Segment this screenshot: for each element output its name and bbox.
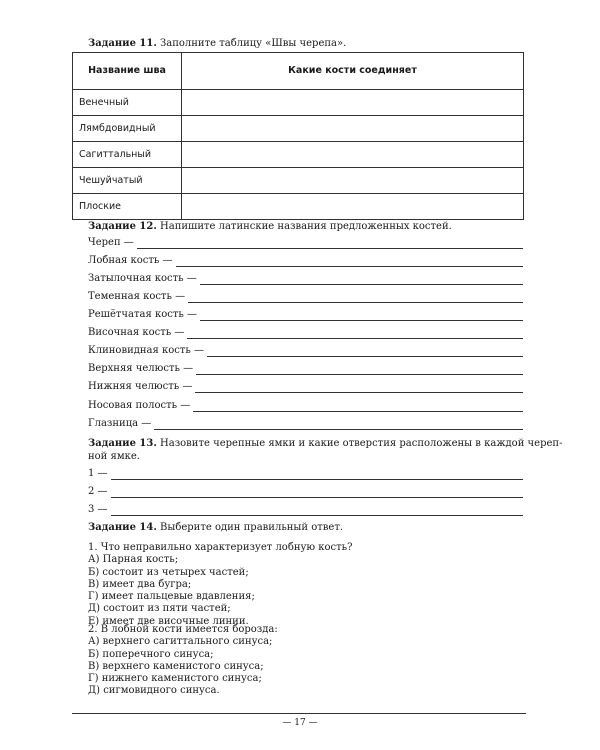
question-1-text: 1. Что неправильно характеризует лобную кость? — [88, 542, 353, 553]
latin-name-row — [88, 416, 523, 430]
task-13-text-line1: Назовите черепные ямки и какие отверстия расположены в каждой череп- — [160, 438, 563, 449]
table-row — [73, 90, 524, 116]
answer-option[interactable]: В) имеет два бугра; — [88, 578, 192, 590]
latin-name-row — [88, 325, 523, 339]
bone-label: Носовая полость — — [88, 399, 191, 411]
task-12-text: Напишите латинские названия предложенных костей. — [160, 221, 452, 232]
answer-line[interactable] — [200, 275, 523, 285]
bone-label: Затылочная кость — — [88, 272, 197, 284]
answer-line[interactable] — [193, 402, 523, 412]
answer-option[interactable]: Б) состоит из четырех частей; — [88, 566, 249, 578]
question-1 — [88, 542, 523, 628]
fossa-row — [88, 484, 523, 498]
task-13-title — [88, 438, 563, 463]
table-row — [73, 168, 524, 194]
bone-label: Височная кость — — [88, 326, 185, 338]
answer-option[interactable]: Б) поперечного синуса; — [88, 648, 214, 660]
bone-label: Решётчатая кость — — [88, 308, 197, 320]
latin-name-row — [88, 271, 523, 285]
bone-label: Теменная кость — — [88, 290, 186, 302]
suture-name-cell: Плоские — [73, 194, 182, 220]
answer-line[interactable] — [111, 470, 523, 480]
answer-cell[interactable] — [182, 116, 524, 142]
bone-label: Нижняя челюсть — — [88, 380, 193, 392]
fossa-label: 3 — — [88, 503, 108, 515]
answer-line[interactable] — [111, 488, 523, 498]
answer-cell[interactable] — [182, 142, 524, 168]
question-2 — [88, 624, 523, 698]
bone-label: Клиновидная кость — — [88, 344, 205, 356]
task-11-number: Задание 11. — [88, 38, 157, 49]
answer-option[interactable]: Е) имеет две височные линии. — [88, 615, 249, 627]
suture-name-cell: Чешуйчатый — [73, 168, 182, 194]
answer-option[interactable]: В) верхнего каменистого синуса; — [88, 660, 264, 672]
table-row — [73, 194, 524, 220]
answer-line[interactable] — [195, 383, 523, 393]
task-12-number: Задание 12. — [88, 221, 157, 232]
suture-name-cell: Венечный — [73, 90, 182, 116]
task-11-title — [88, 38, 346, 51]
table-row — [73, 142, 524, 168]
sutures-table — [72, 52, 524, 220]
table-header-row — [73, 53, 524, 90]
answer-cell[interactable] — [182, 90, 524, 116]
task-14-title — [88, 522, 343, 535]
answer-line[interactable] — [188, 293, 523, 303]
header-bones-joined: Какие кости соединяет — [182, 53, 524, 90]
task-14-text: Выберите один правильный ответ. — [160, 522, 344, 533]
suture-name-cell: Сагиттальный — [73, 142, 182, 168]
bone-label: Верхняя челюсть — — [88, 362, 194, 374]
answer-option[interactable]: Д) состоит из пяти частей; — [88, 603, 231, 615]
task-12-title — [88, 221, 452, 234]
answer-line[interactable] — [200, 311, 523, 321]
bone-label: Лобная кость — — [88, 254, 173, 266]
bone-label: Череп — — [88, 236, 134, 248]
page-number: — 17 — — [282, 718, 318, 728]
question-2-text: 2. В лобной кости имеется борозда: — [88, 624, 278, 635]
answer-line[interactable] — [187, 329, 523, 339]
header-suture-name: Название шва — [73, 53, 182, 90]
latin-name-row — [88, 289, 523, 303]
answer-line[interactable] — [207, 347, 523, 357]
task-13-number: Задание 13. — [88, 438, 157, 449]
table-row — [73, 116, 524, 142]
latin-name-row — [88, 253, 523, 267]
answer-option[interactable]: А) Парная кость; — [88, 554, 179, 566]
answer-option[interactable]: Г) имеет пальцевые вдавления; — [88, 591, 255, 603]
answer-line[interactable] — [154, 420, 523, 430]
answer-line[interactable] — [111, 506, 523, 516]
answer-option[interactable]: Г) нижнего каменистого синуса; — [88, 673, 262, 685]
fossa-label: 2 — — [88, 485, 108, 497]
latin-name-row — [88, 307, 523, 321]
fossa-label: 1 — — [88, 467, 108, 479]
task-13-text-line2: ной ямке. — [88, 450, 140, 462]
fossa-row — [88, 466, 523, 480]
latin-name-row — [88, 343, 523, 357]
latin-name-row — [88, 361, 523, 375]
fossa-row — [88, 502, 523, 516]
latin-name-row — [88, 379, 523, 393]
answer-option[interactable]: А) верхнего сагиттального синуса; — [88, 636, 273, 648]
answer-cell[interactable] — [182, 194, 524, 220]
answer-line[interactable] — [196, 365, 523, 375]
answer-cell[interactable] — [182, 168, 524, 194]
answer-option[interactable]: Д) сигмовидного синуса. — [88, 685, 220, 697]
task-11-text: Заполните таблицу «Швы черепа». — [160, 38, 347, 49]
latin-name-row — [88, 235, 523, 249]
task-14-number: Задание 14. — [88, 522, 157, 533]
latin-name-row — [88, 398, 523, 412]
bone-label: Глазница — — [88, 417, 152, 429]
footer-divider — [72, 713, 526, 714]
suture-name-cell: Лямбдовидный — [73, 116, 182, 142]
answer-line[interactable] — [176, 257, 523, 267]
answer-line[interactable] — [137, 239, 523, 249]
